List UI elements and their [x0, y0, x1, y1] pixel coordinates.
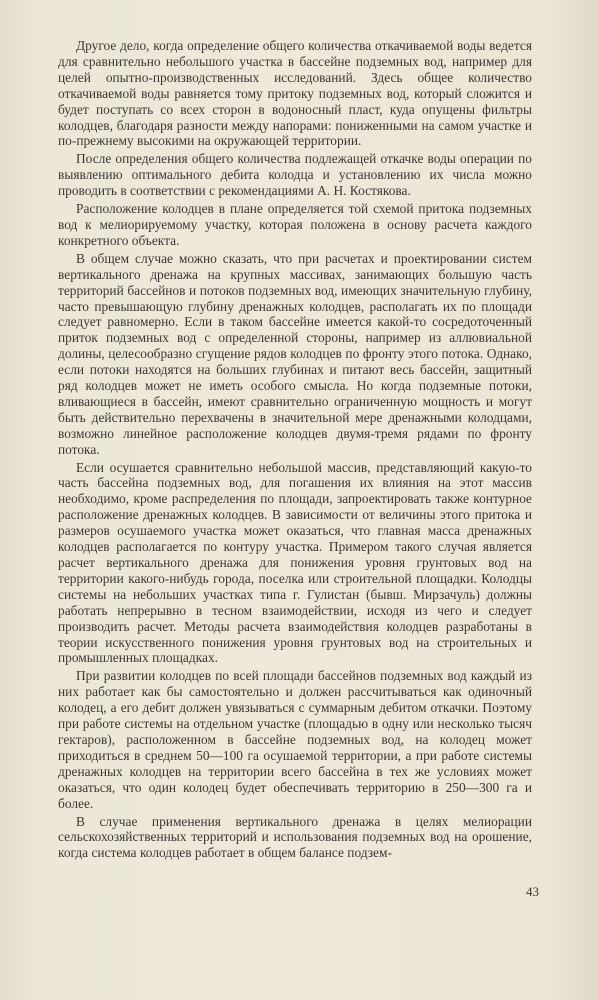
paragraph-1: Другое дело, когда определение общего количества откачиваемой воды ведется для сравнительно небольшого участка в бассейне подземных вод, например для целей опытно-производственных исследований. Здесь общее количество откачиваемой воды равняется тому притоку подземных вод, который сложится и будет поступать со всех сторон в водоносный пласт, куда опущены фильтры колодцев, благодаря разности между напорами: пониженными на самом участке и по-прежнему высокими на окружающей территории. [58, 38, 532, 149]
paragraph-4: В общем случае можно сказать, что при расчетах и проектировании систем вертикального дренажа на крупных массивах, занимающих большую часть территорий бассейнов и потоков подземных вод, имеющих значительную глубину, часто превышающую глубину дренажных колодцев, располагать их по площади следует равномерно. Если в таком бассейне имеется какой-то сосредоточенный приток подземных вод с определенной стороны, например из аллювиальной долины, целесообразно сгущение рядов колодцев по фронту этого потока. Однако, если потоки находятся на больших глубинах и питают весь бассейн, защитный ряд колодцев может не иметь особого смысла. Но когда подземные потоки, вливающиеся в бассейн, имеют сравнительно ограниченную мощность и могут быть действительно перехвачены в значительной мере дренажными колодцами, возможно линейное расположение колодцев двумя-тремя рядами по фронту потока. [58, 250, 532, 457]
paragraph-3: Расположение колодцев в плане определяется той схемой притока подземных вод к мелиорируемому участку, которая положена в основу расчета каждого конкретного объекта. [58, 201, 532, 248]
paragraph-5: Если осушается сравнительно небольшой массив, представляющий какую-то часть бассейна подземных вод, для погашения их влияния на этот массив необходимо, кроме распределения по площади, запроектировать также контурное расположение дренажных колодцев. В зависимости от величины этого притока и размеров осушаемого участка может оказаться, что главная масса дренажных колодцев располагается по контуру участка. Примером такого случая является расчет вертикального дренажа для понижения уровня грунтовых вод на территории какого-нибудь города, поселка или строительной площадки. Колодцы системы на небольших участках типа г. Гулистан (бывш. Мирзачуль) должны работать непрерывно в тесном взаимодействии, исходя из чего и следует производить расчет. Методы расчета взаимодействия колодцев разработаны в теории искусственного понижения уровня грунтовых вод на строительных и промышленных площадках. [58, 459, 532, 666]
paragraph-2: После определения общего количества подлежащей откачке воды операции по выявлению оптимального дебита колодца и установлению их числа можно проводить в соответствии с рекомендациями А. Н. Костякова. [58, 151, 532, 199]
page-number: 43 [526, 884, 539, 899]
text-body [58, 38, 532, 863]
paragraph-6: При развитии колодцев по всей площади бассейнов подземных вод каждый из них работает как бы самостоятельно и должен рассчитываться как одиночный колодец, а его дебит должен увязываться с суммарным дебитом откачки. Поэтому при работе системы на отдельном участке (площадью в одну или несколько тысяч гектаров), расположенном в бассейне подземных вод, на колодец может приходиться в среднем 50—100 га осушаемой территории, а при работе системы дренажных колодцев на территории всего бассейна в тех же условиях может оказаться, что один колодец будет обеспечивать территорию в 250—300 га и более. [58, 668, 532, 811]
paragraph-7: В случае применения вертикального дренажа в целях мелиорации сельскохозяйственных территорий и использования подземных вод на орошение, когда система колодцев работает в общем балансе подзем- [58, 813, 532, 861]
